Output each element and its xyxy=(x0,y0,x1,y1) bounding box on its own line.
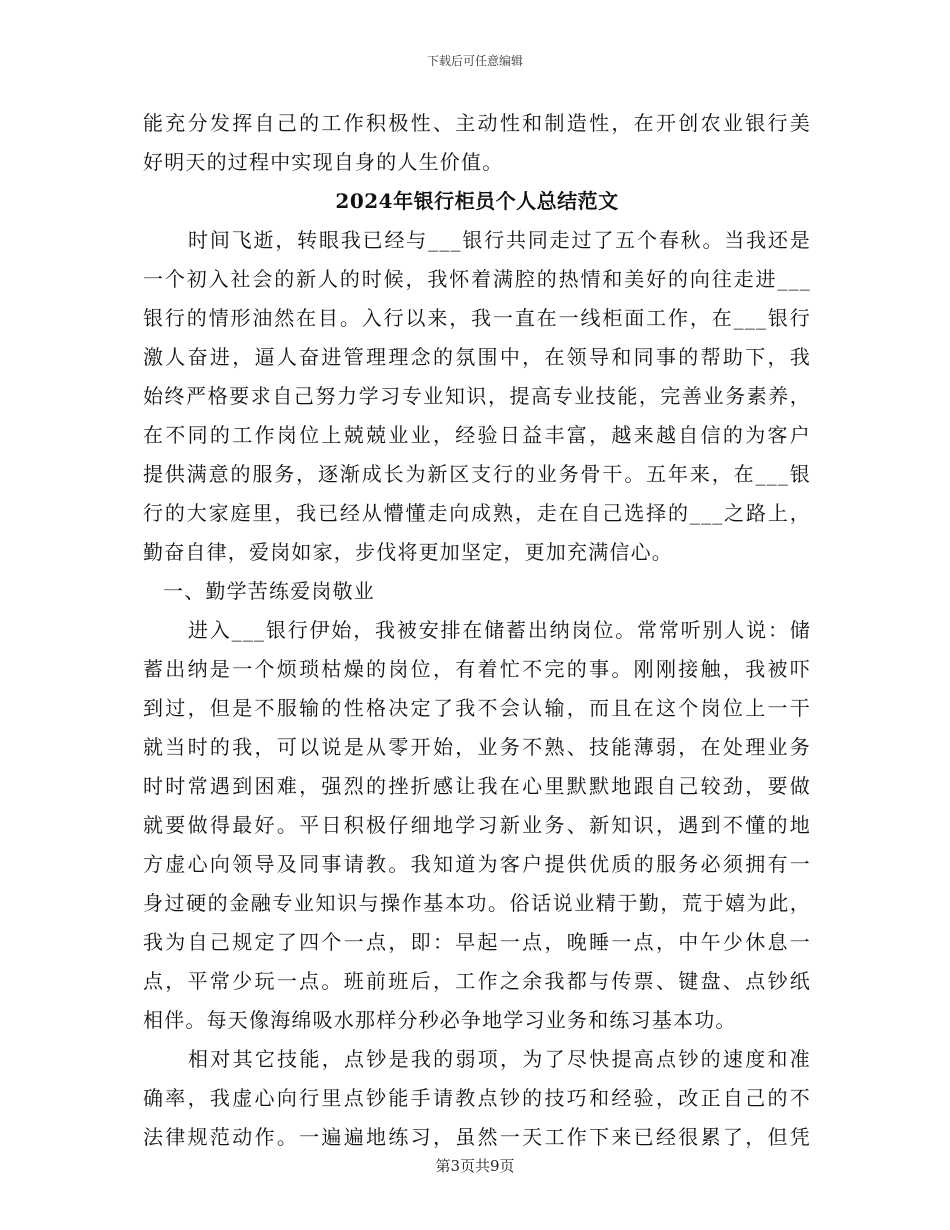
text-line: 点，平常少玩一点。班前班后，工作之余我都与传票、键盘、点钞纸 xyxy=(143,969,811,993)
text-line: 蓄出纳是一个烦琐枯燥的岗位，有着忙不完的事。刚刚接触，我被吓 xyxy=(143,657,811,681)
text-line: 就当时的我，可以说是从零开始，业务不熟、技能薄弱，在处理业务 xyxy=(143,735,811,759)
text-line: 在不同的工作岗位上兢兢业业，经验日益丰富，越来越自信的为客户 xyxy=(143,423,811,447)
text-line: 始终严格要求自己努力学习专业知识，提高专业技能，完善业务素养， xyxy=(143,384,811,408)
text-line: 勤奋自律，爱岗如家，步伐将更加坚定，更加充满信心。 xyxy=(143,540,673,564)
text-line: 方虚心向领导及同事请教。我知道为客户提供优质的服务必须拥有一 xyxy=(143,852,811,876)
text-line: 到过，但是不服输的性格决定了我不会认输，而且在这个岗位上一干 xyxy=(143,696,811,720)
text-line: 激人奋进，逼人奋进管理理念的氛围中，在领导和同事的帮助下，我 xyxy=(143,345,811,369)
page-header: 下载后可任意编辑 xyxy=(426,54,523,68)
section-heading: 一、勤学苦练爱岗敬业 xyxy=(163,579,375,603)
text-line: 时间飞逝，转眼我已经与___银行共同走过了五个春秋。当我还是 xyxy=(188,228,811,252)
text-line: 能充分发挥自己的工作积极性、主动性和制造性，在开创农业银行美 xyxy=(143,111,811,135)
text-line: 相对其它技能，点钞是我的弱项，为了尽快提高点钞的速度和准 xyxy=(188,1047,811,1071)
text-line: 我为自己规定了四个一点，即：早起一点，晚睡一点，中午少休息一 xyxy=(143,930,811,954)
text-line: 行的大家庭里，我已经从懵懂走向成熟，走在自己选择的___之路上， xyxy=(143,501,811,525)
text-line: 提供满意的服务，逐渐成长为新区支行的业务骨干。五年来，在___银 xyxy=(143,462,811,486)
text-line: 时时常遇到困难，强烈的挫折感让我在心里默默地跟自己较劲，要做 xyxy=(143,774,811,798)
text-line: 相伴。每天像海绵吸水那样分秒必争地学习业务和练习基本功。 xyxy=(143,1008,737,1032)
text-line: 银行的情形油然在目。入行以来，我一直在一线柜面工作，在___银行 xyxy=(143,306,811,330)
text-line: 身过硬的金融专业知识与操作基本功。俗话说业精于勤，荒于嬉为此， xyxy=(143,891,811,915)
document-body xyxy=(143,104,811,1157)
text-line: 就要做得最好。平日积极仔细地学习新业务、新知识，遇到不懂的地 xyxy=(143,813,811,837)
document-title: 2024年银行柜员个人总结范文 xyxy=(335,189,619,213)
page-footer: 第3页共9页 xyxy=(435,1157,515,1175)
text-line: 确率，我虚心向行里点钞能手请教点钞的技巧和经验，改正自己的不 xyxy=(143,1086,811,1110)
text-line: 法律规范动作。一遍遍地练习，虽然一天工作下来已经很累了，但凭 xyxy=(143,1125,811,1149)
text-line: 一个初入社会的新人的时候，我怀着满腔的热情和美好的向往走进___ xyxy=(143,267,811,291)
text-line: 好明天的过程中实现自身的人生价值。 xyxy=(143,150,504,174)
text-line: 进入___银行伊始，我被安排在储蓄出纳岗位。常常听别人说：储 xyxy=(188,618,811,642)
